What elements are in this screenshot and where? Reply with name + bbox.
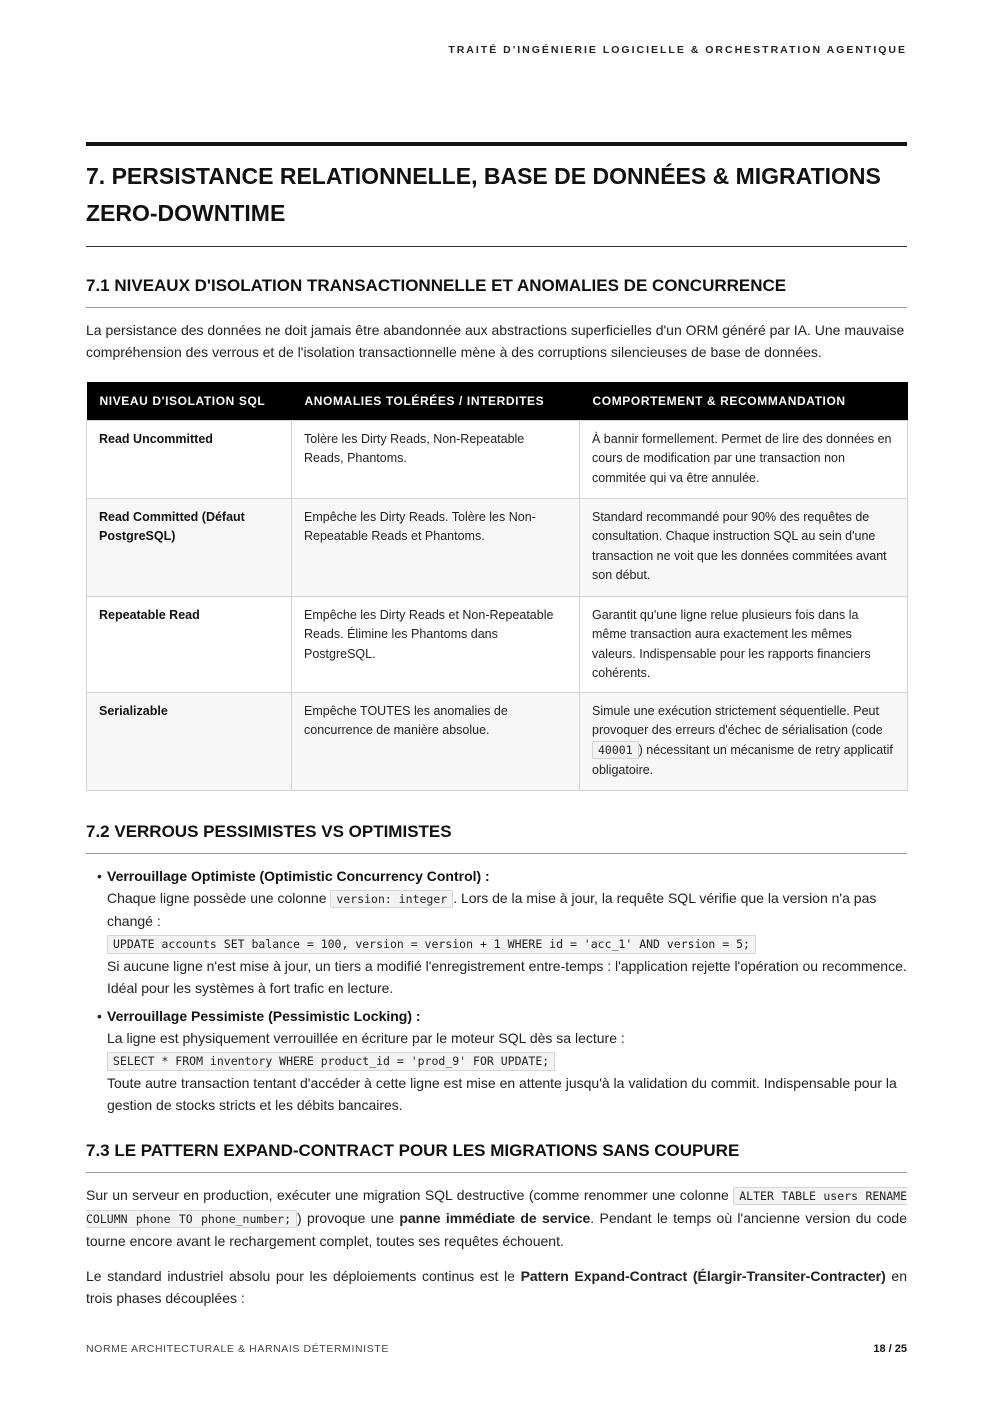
- behavior-cell: Garantit qu'une ligne relue plusieurs fois dans la même transaction aura exactement les mêmes valeurs. Indispensable pour les rapports financiers cohérents.: [580, 596, 908, 692]
- anomalies-cell: Tolère les Dirty Reads, Non-Repeatable Reads, Phantoms.: [292, 420, 580, 498]
- text: Chaque ligne possède une colonne: [107, 889, 331, 906]
- footer-title: NORME ARCHITECTURALE & HARNAIS DÉTERMINISTE: [86, 1343, 389, 1355]
- isolation-level-cell: Serializable: [87, 692, 292, 790]
- table-row: [87, 498, 908, 596]
- bullet: •: [97, 867, 102, 884]
- anomalies-cell: Empêche TOUTES les anomalies de concurrence de manière absolue.: [292, 692, 580, 790]
- table-header-cell: ANOMALIES TOLÉRÉES / INTERDITES: [292, 382, 580, 420]
- behavior-cell: [580, 692, 908, 790]
- update-sql-code: UPDATE accounts SET balance = 100, version = version + 1 WHERE id = 'acc_1' AND version = 5;: [107, 935, 756, 954]
- chapter-title: 7. PERSISTANCE RELATIONNELLE, BASE DE DONNÉES & MIGRATIONS ZERO-DOWNTIME: [86, 163, 881, 226]
- select-for-update-code: SELECT * FROM inventory WHERE product_id = 'prod_9' FOR UPDATE;: [107, 1052, 555, 1071]
- pessimistic-lock-conclusion: Toute autre transaction tentant d'accéder à cette ligne est mise en attente jusqu'à la validation du commit. Indispensable pour la gestion de stocks stricts et les débits bancaires.: [107, 1074, 897, 1113]
- section-7-3-heading: 7.3 LE PATTERN EXPAND-CONTRACT POUR LES MIGRATIONS SANS COUPURE: [86, 1141, 907, 1173]
- error-code: 40001: [592, 741, 639, 759]
- optimistic-lock-conclusion: Si aucune ligne n'est mise à jour, un tiers a modifié l'enregistrement entre-temps : l'application rejette l'opération ou recommence. Idéal pour les systèmes à fort trafic en lecture.: [107, 957, 907, 996]
- pessimistic-lock-title: Verrouillage Pessimiste (Pessimistic Locking) :: [107, 1007, 421, 1024]
- running-header: TRAITÉ D'INGÉNIERIE LOGICIELLE & ORCHESTRATION AGENTIQUE: [448, 44, 907, 56]
- behavior-cell: À bannir formellement. Permet de lire des données en cours de modification par une transaction non commitée qui va être annulée.: [580, 420, 908, 498]
- text: . Lors de la mise à jour, la requête SQL vérifie que la version n'a pas changé :: [107, 889, 877, 929]
- emphasis: panne immédiate de service: [399, 1209, 591, 1226]
- table-header-row: [87, 382, 908, 420]
- optimistic-lock-title: Verrouillage Optimiste (Optimistic Concurrency Control) :: [107, 867, 490, 884]
- text: . Pendant le temps où l'ancienne version du code tourne encore avant le rechargement complet, toutes ses requêtes échouent.: [86, 1209, 907, 1249]
- section-7-3-paragraph-1: [86, 1184, 907, 1252]
- alter-table-code: ALTER TABLE users RENAME COLUMN phone TO phone_number;: [86, 1188, 907, 1226]
- isolation-level-cell: Repeatable Read: [87, 596, 292, 692]
- list-item: [97, 1005, 907, 1116]
- page-content: [86, 142, 907, 1309]
- version-column-code: version: integer: [330, 890, 453, 908]
- text: Sur un serveur en production, exécuter une migration SQL destructive (comme renommer une colonne: [86, 1186, 734, 1203]
- isolation-level-cell: Read Committed (Défaut PostgreSQL): [87, 498, 292, 596]
- locking-list: [86, 865, 907, 1116]
- text: en trois phases découplées :: [86, 1267, 907, 1306]
- table-row: [87, 692, 908, 790]
- running-footer: [86, 1343, 907, 1355]
- table-header-cell: COMPORTEMENT & RECOMMANDATION: [580, 382, 908, 420]
- table-header-cell: NIVEAU D'ISOLATION SQL: [87, 382, 292, 420]
- emphasis: Pattern Expand-Contract (Élargir-Transiter-Contracter): [520, 1267, 886, 1284]
- table-row: [87, 596, 908, 692]
- page-number: 18 / 25: [873, 1343, 907, 1355]
- isolation-level-cell: Read Uncommitted: [87, 420, 292, 498]
- section-7-3-paragraph-2: [86, 1265, 907, 1309]
- text: ) provoque une: [297, 1209, 400, 1226]
- anomalies-cell: Empêche les Dirty Reads. Tolère les Non-Repeatable Reads et Phantoms.: [292, 498, 580, 596]
- table-row: [87, 420, 908, 498]
- optimistic-lock-text: [107, 887, 907, 932]
- section-7-2-heading: 7.2 VERROUS PESSIMISTES VS OPTIMISTES: [86, 822, 907, 854]
- chapter-bottom-rule: [86, 246, 907, 247]
- behavior-text: ) nécessitant un mécanisme de retry applicatif obligatoire.: [592, 743, 893, 777]
- bullet: •: [97, 1007, 102, 1024]
- section-7-1-heading: 7.1 NIVEAUX D'ISOLATION TRANSACTIONNELLE ET ANOMALIES DE CONCURRENCE: [86, 276, 907, 308]
- anomalies-cell: Empêche les Dirty Reads et Non-Repeatable Reads. Élimine les Phantoms dans PostgreSQL.: [292, 596, 580, 692]
- list-item: [97, 865, 907, 999]
- text: Le standard industriel absolu pour les déploiements continus est le: [86, 1267, 521, 1284]
- chapter-top-rule: [86, 142, 907, 146]
- behavior-text: Simule une exécution strictement séquentielle. Peut provoquer des erreurs d'échec de sérialisation (code: [592, 703, 883, 738]
- section-7-1-intro: La persistance des données ne doit jamais être abandonnée aux abstractions superficielles d'un ORM généré par IA. Une mauvaise compréhension des verrous et de l'isolation transactionnelle mène à des corruptions silencieuses de base de données.: [86, 322, 905, 360]
- isolation-levels-table: [86, 382, 908, 791]
- behavior-cell: Standard recommandé pour 90% des requêtes de consultation. Chaque instruction SQL au sein d'une transaction ne voit que les données commitées avant son début.: [580, 498, 908, 596]
- pessimistic-lock-text: La ligne est physiquement verrouillée en écriture par le moteur SQL dès sa lecture :: [107, 1029, 625, 1046]
